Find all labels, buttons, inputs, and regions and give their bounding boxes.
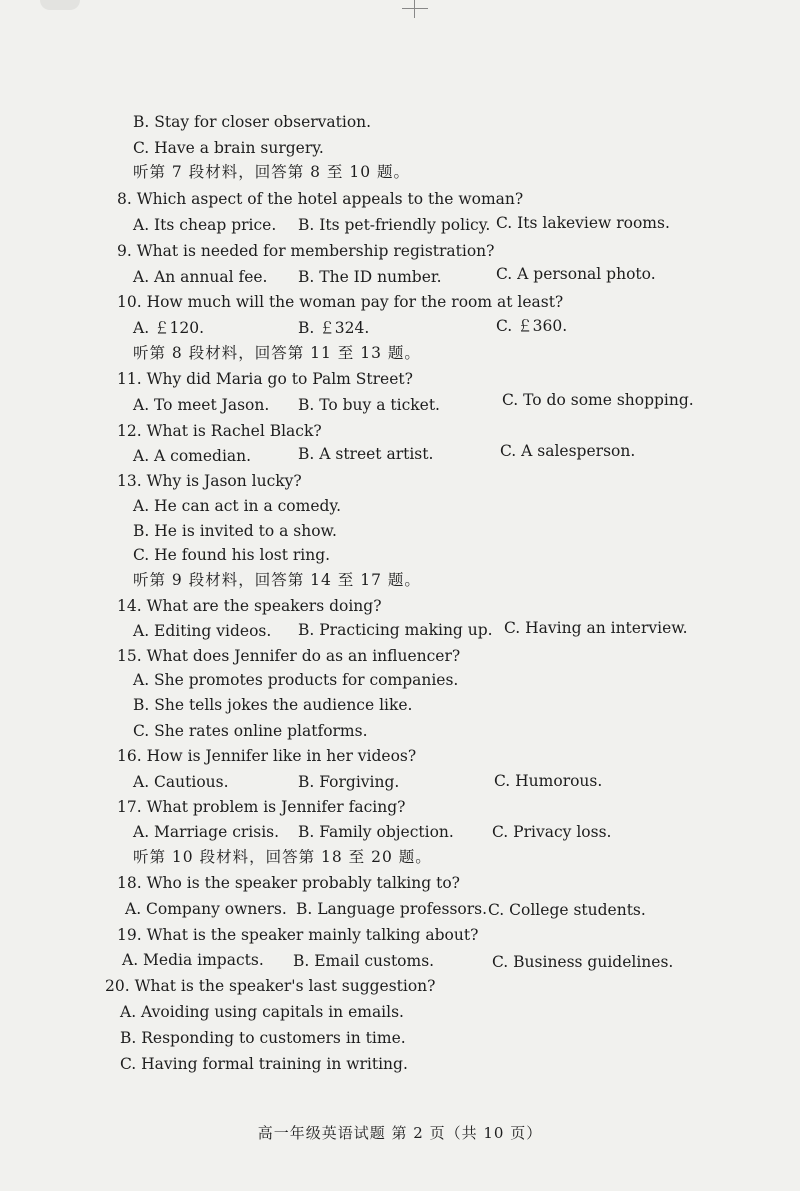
q17-option-c: C. Privacy loss. xyxy=(492,823,612,841)
question-10: 10. How much will the woman pay for the room at least? xyxy=(117,293,564,311)
q9-option-a: A. An annual fee. xyxy=(133,268,268,286)
q9-option-b: B. The ID number. xyxy=(298,268,442,286)
q18-option-a: A. Company owners. xyxy=(125,900,287,918)
prev-option-b: B. Stay for closer observation. xyxy=(133,113,372,131)
q11-option-c: C. To do some shopping. xyxy=(502,391,694,409)
q16-option-c: C. Humorous. xyxy=(494,772,603,790)
q11-option-b: B. To buy a ticket. xyxy=(298,396,440,414)
section-7-instruction: 听第 7 段材料，回答第 8 至 10 题。 xyxy=(133,163,411,181)
q13-option-a: A. He can act in a comedy. xyxy=(133,497,342,515)
q17-option-b: B. Family objection. xyxy=(298,823,454,841)
section-10-instruction: 听第 10 段材料，回答第 18 至 20 题。 xyxy=(133,848,432,866)
question-18: 18. Who is the speaker probably talking to? xyxy=(117,874,460,892)
q12-option-a: A. A comedian. xyxy=(133,447,252,465)
q10-option-b: B. ￡324. xyxy=(298,319,370,337)
q10-option-c: C. ￡360. xyxy=(496,317,568,335)
q12-option-b: B. A street artist. xyxy=(298,445,434,463)
q20-option-b: B. Responding to customers in time. xyxy=(120,1029,406,1047)
q12-option-c: C. A salesperson. xyxy=(500,442,636,460)
page-footer: 高一年级英语试题 第 2 页（共 10 页） xyxy=(257,1124,543,1142)
q13-option-b: B. He is invited to a show. xyxy=(133,522,337,540)
q20-option-c: C. Having formal training in writing. xyxy=(120,1055,408,1073)
q18-option-b: B. Language professors. xyxy=(296,900,488,918)
question-14: 14. What are the speakers doing? xyxy=(117,597,382,615)
question-11: 11. Why did Maria go to Palm Street? xyxy=(117,370,413,388)
q19-option-b: B. Email customs. xyxy=(293,952,435,970)
q10-option-a: A. ￡120. xyxy=(133,319,205,337)
q19-option-a: A. Media impacts. xyxy=(122,951,264,969)
q18-option-c: C. College students. xyxy=(488,901,646,919)
q17-option-a: A. Marriage crisis. xyxy=(133,823,280,841)
question-16: 16. How is Jennifer like in her videos? xyxy=(117,747,417,765)
q14-option-a: A. Editing videos. xyxy=(133,622,272,640)
q13-option-c: C. He found his lost ring. xyxy=(133,546,331,564)
q20-option-a: A. Avoiding using capitals in emails. xyxy=(120,1003,404,1021)
q8-option-a: A. Its cheap price. xyxy=(133,216,277,234)
question-9: 9. What is needed for membership registration? xyxy=(117,242,495,260)
q19-option-c: C. Business guidelines. xyxy=(492,953,674,971)
question-15: 15. What does Jennifer do as an influencer? xyxy=(117,647,461,665)
q15-option-c: C. She rates online platforms. xyxy=(133,722,368,740)
question-8: 8. Which aspect of the hotel appeals to the woman? xyxy=(117,190,524,208)
q15-option-b: B. She tells jokes the audience like. xyxy=(133,696,413,714)
q11-option-a: A. To meet Jason. xyxy=(133,396,270,414)
scan-smudge xyxy=(40,0,80,10)
q9-option-c: C. A personal photo. xyxy=(496,265,656,283)
q16-option-a: A. Cautious. xyxy=(133,773,229,791)
q14-option-b: B. Practicing making up. xyxy=(298,621,493,639)
q8-option-b: B. Its pet-friendly policy. xyxy=(298,216,491,234)
prev-option-c: C. Have a brain surgery. xyxy=(133,139,324,157)
section-9-instruction: 听第 9 段材料，回答第 14 至 17 题。 xyxy=(133,571,421,589)
question-20: 20. What is the speaker's last suggestion? xyxy=(105,977,436,995)
question-17: 17. What problem is Jennifer facing? xyxy=(117,798,406,816)
question-19: 19. What is the speaker mainly talking about? xyxy=(117,926,479,944)
question-13: 13. Why is Jason lucky? xyxy=(117,472,302,490)
q15-option-a: A. She promotes products for companies. xyxy=(133,671,459,689)
question-12: 12. What is Rachel Black? xyxy=(117,422,322,440)
q16-option-b: B. Forgiving. xyxy=(298,773,400,791)
q14-option-c: C. Having an interview. xyxy=(504,619,688,637)
q8-option-c: C. Its lakeview rooms. xyxy=(496,214,670,232)
section-8-instruction: 听第 8 段材料，回答第 11 至 13 题。 xyxy=(133,344,421,362)
crop-mark xyxy=(400,0,430,20)
